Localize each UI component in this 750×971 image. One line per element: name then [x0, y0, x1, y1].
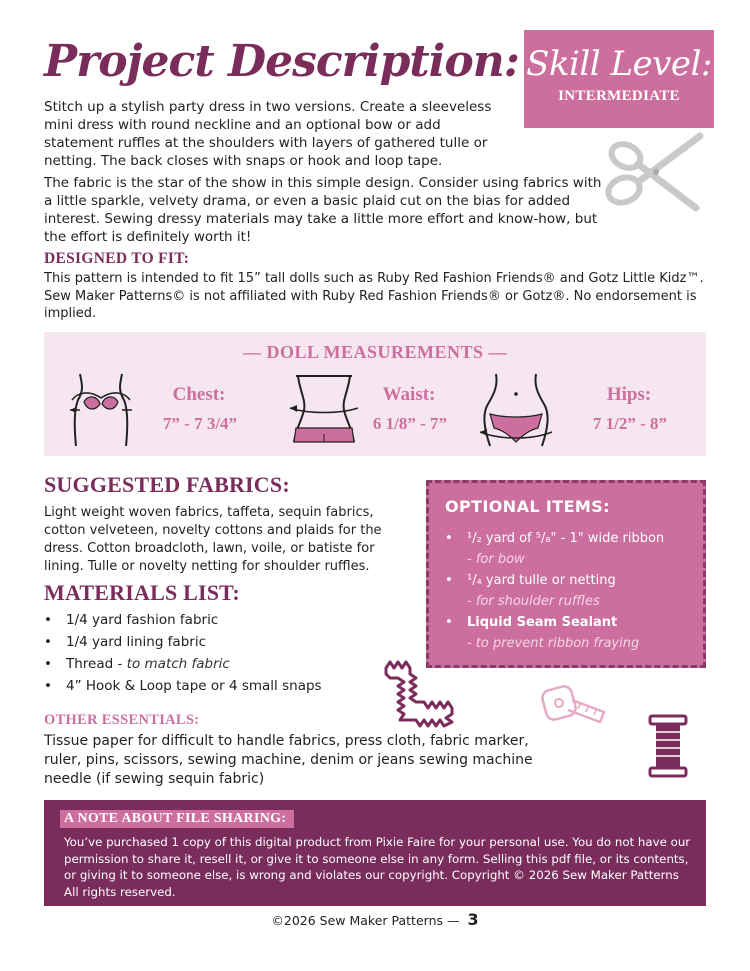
- designed-to-fit-text: This pattern is intended to fit 15” tall dolls such as Ruby Red Fashion Friends® and Gotz Little Kidz™. Sew Maker Patterns© is not affiliated with Ruby Red Fashion Friends® or Gotz®. No endorsement is implied.: [44, 271, 704, 321]
- doll-hips-icon: [476, 370, 556, 448]
- file-sharing-heading: A NOTE ABOUT FILE SHARING:: [60, 810, 294, 828]
- optional-item-3: Liquid Seam Sealant: [467, 615, 618, 630]
- ric-rac-icon: [380, 648, 460, 730]
- description-paragraph-2: The fabric is the star of the show in this simple design. Consider using fabrics with a little sparkle, velvety drama, or even a basic plaid cut on the bias for added interest. Sewing dressy materials may take a little more effort and know-how, but the effort is definitely worth it!: [44, 175, 602, 245]
- other-essentials-heading: OTHER ESSENTIALS:: [44, 712, 200, 728]
- optional-item-1: ¹/₂ yard of ⁵/₈" - 1" wide ribbon: [467, 531, 665, 546]
- hips-label: Hips:: [606, 384, 652, 405]
- file-sharing-note: [44, 800, 706, 906]
- material-item-2: 1/4 yard lining fabric: [66, 634, 206, 650]
- list-item: [445, 570, 703, 612]
- optional-item-2-note: - for shoulder ruffles: [467, 594, 600, 609]
- file-sharing-text: You’ve purchased 1 copy of this digital product from Pixie Faire for your personal use. You do not have our permission to share it, resell it, or give it to someone else in any form. Selling this pdf file, or its contents, or giving it to someone else, is wrong and violates our copyright. Copyright © 2026 Sew Maker Patterns All rights reserved.: [64, 835, 691, 899]
- bullet: •: [44, 612, 52, 628]
- optional-items-list: [445, 528, 703, 654]
- optional-items-box: [426, 480, 706, 668]
- thread-spool-icon: [646, 714, 690, 778]
- doll-measurements-panel: [44, 332, 706, 456]
- footer-copyright: ©2026 Sew Maker Patterns —: [271, 913, 460, 928]
- doll-measurements-title: — DOLL MEASUREMENTS —: [242, 342, 508, 362]
- waist-label: Waist:: [382, 384, 436, 405]
- list-item: [44, 675, 322, 697]
- bullet: •: [445, 531, 453, 546]
- list-item: [445, 528, 703, 570]
- measuring-tape-icon: [540, 682, 610, 728]
- designed-to-fit-heading: DESIGNED TO FIT:: [44, 250, 190, 267]
- scissors-icon: [596, 132, 706, 222]
- list-item: [44, 631, 322, 653]
- suggested-fabrics-text: Light weight woven fabrics, taffeta, sequin fabrics, cotton velveteen, novelty cottons and plaids for the dress. Cotton broadcloth, lawn, voile, or batiste for lining. Tulle or novelty netting for shoulder ruffles.: [44, 505, 382, 574]
- material-item-3-note: to match fabric: [126, 656, 230, 672]
- description-paragraph-1: Stitch up a stylish party dress in two versions. Create a sleeveless mini dress with round neckline and an optional bow or add statement ruffles at the shoulders with layers of gathered tulle or netting. The back closes with snaps or hook and loop tape.: [44, 99, 492, 169]
- materials-list: [44, 609, 322, 697]
- suggested-fabrics-heading: SUGGESTED FABRICS:: [44, 472, 290, 497]
- bullet: •: [44, 656, 52, 672]
- skill-level-value: INTERMEDIATE: [558, 88, 680, 104]
- material-item-3: Thread -: [66, 656, 123, 672]
- list-item: [44, 609, 322, 631]
- waist-value: 6 1/8” - 7”: [372, 414, 448, 433]
- optional-item-3-note: - to prevent ribbon fraying: [467, 636, 640, 651]
- bullet: •: [44, 678, 52, 694]
- other-essentials-text: Tissue paper for difficult to handle fabrics, press cloth, fabric marker, ruler, pins, scissors, sewing machine, denim or jeans sewing machine needle (if sewing sequin fabric): [44, 733, 533, 787]
- skill-level-box: [524, 30, 714, 128]
- material-item-4: 4” Hook & Loop tape or 4 small snaps: [66, 678, 322, 694]
- optional-items-heading: OPTIONAL ITEMS:: [445, 497, 610, 516]
- skill-level-title: Skill Level:: [526, 44, 712, 84]
- bullet: •: [445, 615, 453, 630]
- optional-item-1-note: - for bow: [467, 552, 525, 567]
- list-item: [445, 612, 703, 654]
- page-footer: [0, 910, 750, 929]
- material-item-1: 1/4 yard fashion fabric: [66, 612, 219, 628]
- materials-list-heading: MATERIALS LIST:: [44, 580, 240, 605]
- page-title: Project Description:: [44, 36, 519, 87]
- chest-value: 7” - 7 3/4”: [162, 414, 238, 433]
- chest-label: Chest:: [172, 384, 226, 405]
- doll-chest-icon: [68, 370, 134, 448]
- hips-value: 7 1/2” - 8”: [592, 414, 668, 433]
- optional-item-2: ¹/₄ yard tulle or netting: [467, 573, 616, 588]
- bullet: •: [445, 573, 453, 588]
- page-number: 3: [467, 910, 479, 929]
- list-item: [44, 653, 322, 675]
- bullet: •: [44, 634, 52, 650]
